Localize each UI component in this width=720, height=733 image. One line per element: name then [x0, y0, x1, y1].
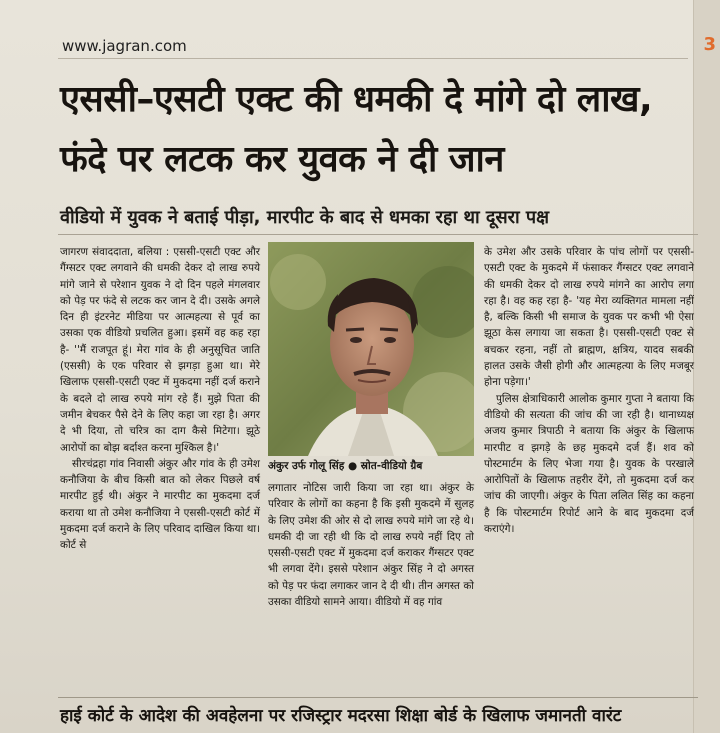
adjacent-page-number: 3	[703, 34, 716, 55]
photo-caption: अंकुर उर्फ गोलू सिंह ● स्रोत-वीडियो ग्रैब	[268, 460, 423, 472]
article-paragraph: के उमेश और उसके परिवार के पांच लोगों पर एससी-एसटी एक्ट के मुकदमे में फंसाकर गैंग्सटर एक्ट लगवाने की धमकी देकर दो लाख रुपये मांगने का आरोप लगा रहा है। वह कह रहा है- 'यह मेरा व्यक्तिगत मामला नहीं है, बल्कि किसी भी समाज के युवक पर कभी भी ऐसा झूठा केस लगाया जा सकता है। एससी-एसटी एक्ट से बचकर रहना, नहीं तो ब्राह्मण, क्षत्रिय, यादव सबकी हालत उसके जैसी होगी और आत्महत्या के लिए मजबूर होना पड़ेगा।'	[484, 246, 694, 389]
site-url: www.jagran.com	[62, 37, 187, 55]
subheadline-divider	[58, 234, 698, 235]
article-paragraph: पुलिस क्षेत्राधिकारी आलोक कुमार गुप्ता ने बताया कि वीडियो की सत्यता की जांच की जा रही है। थानाध्यक्ष अजय कुमार त्रिपाठी ने बताया कि अंकुर के खिलाफ मारपीट व झगड़े के छह मुकदमे दर्ज हैं। शव को पोस्टमार्टम के लिए भेजा गया है। युवक के परखाले आरोपितों के खिलाफ तहरीर देंगे, तो मुकदमा दर्ज कर जांच की जाएगी। अंकुर के पिता ललित सिंह का कहना है कि पोस्टमार्टम रिपोर्ट आने के बाद मुकदमा दर्ज कराएंगे।	[484, 392, 694, 536]
footer-divider	[58, 697, 698, 698]
victim-photo	[268, 242, 474, 456]
headline: एससी–एसटी एक्ट की धमकी दे मांगे दो लाख, फंदे पर लटक कर युवक ने दी जान	[60, 79, 653, 180]
next-article-headline: हाई कोर्ट के आदेश की अवहेलना पर रजिस्ट्रार मदरसा शिक्षा बोर्ड के खिलाफ जमानती वारंट	[60, 706, 622, 726]
article-column-1	[60, 244, 260, 554]
article-paragraph: जागरण संवाददाता, बलिया : एससी-एसटी एक्ट और गैंग्सटर एक्ट लगवाने की धमकी देकर दो लाख रुपये मांगे जाने से परेशान युवक ने दो दिन पहले मंगलवार को पेड़ पर फंदे से लटक कर जान दे दी। उसके अगले दिन ही इंटरनेट मीडिया पर आत्महत्या से पूर्व का उसका एक वीडियो प्रचलित हुआ। इसमें वह कह रहा है- ''मैं राजपूत हूं। मेरा गांव के ही अनुसूचित जाति (एससी) के एक परिवार से झगड़ा हुआ था। मेरे खिलाफ एससी-एसटी एक्ट में मुकदमा नहीं दर्ज कराने के बदले दो लाख रुपये मांग रहे हैं। मुझे पिता की जमीन बेचकर पैसे देने के लिए कहा जा रहा है। अगर दे भी दिया, तो चरित्र का दाग कैसे मिटेगा। झूठे आरोपों का बोझ बर्दाश्त करना मुश्किल है।'	[60, 246, 260, 454]
article-column-3	[484, 244, 694, 537]
top-divider	[58, 58, 688, 59]
subheadline: वीडियो में युवक ने बताई पीड़ा, मारपीट के बाद से धमका रहा था दूसरा पक्ष	[60, 207, 550, 228]
article-paragraph: लगातार नोटिस जारी किया जा रहा था। अंकुर के परिवार के लोगों का कहना है कि इसी मुकदमे में सुलह के लिए उमेश की ओर से दो लाख रुपये मांगे जा रहे थे। धमकी दी जा रही थी कि दो लाख रुपये नहीं दिए तो एससी-एसटी एक्ट में मुकदमा दर्ज कराकर गैंग्सटर एक्ट भी लगवा देंगे। इससे परेशान अंकुर सिंह ने दो अगस्त को पेड़ पर फंदा लगाकर जान दे दी थी। तीन अगस्त को उसका वीडियो सामने आया। वीडियो में वह गांव	[268, 482, 474, 609]
article-paragraph: सीरचंद्रहा गांव निवासी अंकुर और गांव के ही उमेश कनौजिया के बीच किसी बात को लेकर पिछले वर्ष मारपीट हुई थी। अंकुर ने मारपीट का मुकदमा दर्ज कराया था तो उमेश कनौजिया ने एससी-एसटी कोर्ट में मुकदमा दर्ज कराने के लिए परिवाद दाखिल किया था। कोर्ट से	[60, 457, 260, 552]
portrait-image	[268, 242, 474, 456]
article-column-2	[268, 480, 474, 610]
